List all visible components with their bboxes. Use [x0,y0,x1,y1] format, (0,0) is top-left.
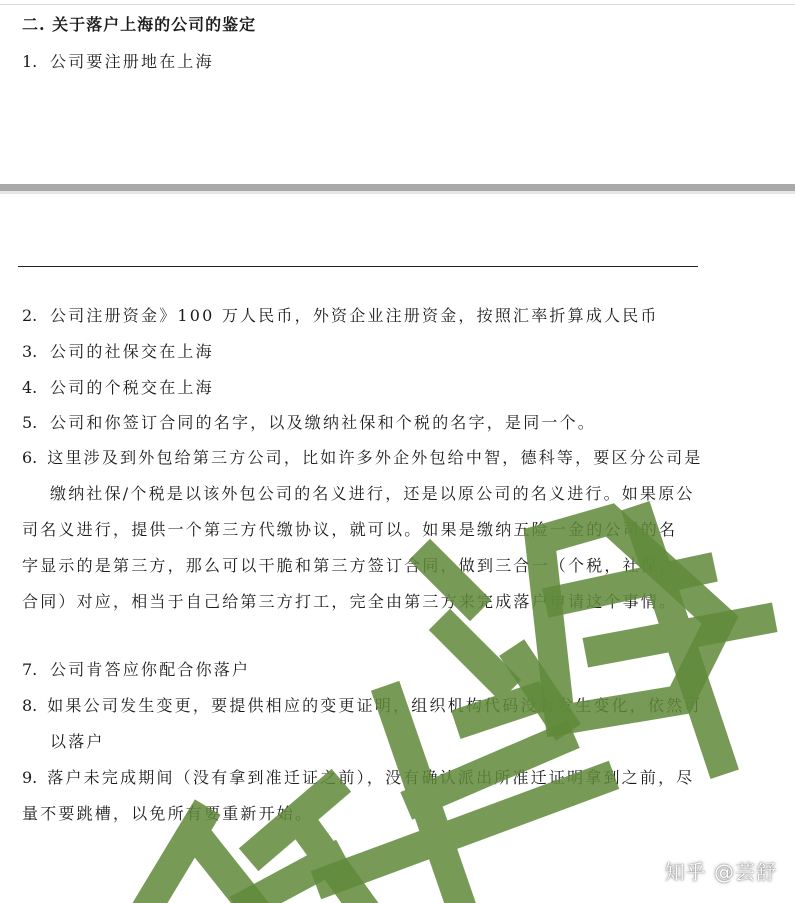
list-item-2 [22,306,722,326]
page-header-rule [18,266,698,267]
item-text: 公司的社保交在上海 [50,342,214,361]
item-number: 8. [22,696,38,715]
item-number: 6. [22,448,38,467]
page-break-shade [0,191,795,194]
list-item-3 [22,342,722,362]
item-line: 字显示的是第三方，那么可以干脆和第三方签订合同，做到三合一（个税，社保， [22,556,678,575]
item-text: 公司的个税交在上海 [50,378,214,397]
item-line: 司名义进行，提供一个第三方代缴协议，就可以。如果是缴纳五险一金的公司的名 [22,520,678,539]
item-line: 合同）对应，相当于自己给第三方打工，完全由第三方来完成落户申请这个事情。 [22,592,678,611]
item-line: 落户未完成期间（没有拿到准迁证之前），没有确认派出所准迁证明拿到之前，尽 [47,768,695,787]
item-line: 缴纳社保/个税是以该外包公司的名义进行，还是以原公司的名义进行。如果原公 [50,484,695,503]
credit-watermark: 知乎 @芸舒 [664,860,777,884]
item-number: 7. [22,660,38,679]
item-line: 如果公司发生变更，要提供相应的变更证明，组织机构代码没有发生变化，依然可 [47,696,703,715]
item-number: 3. [22,342,38,361]
item-text: 公司注册资金》100 万人民币，外资企业注册资金，按照汇率折算成人民币 [50,306,659,325]
list-item-9 [22,760,712,832]
item-number: 2. [22,306,38,325]
list-item-4 [22,378,722,398]
item-line: 以落户 [50,732,105,751]
list-item-5 [22,413,722,433]
item-number: 9. [22,768,38,787]
list-item-6 [22,440,712,620]
item-number: 1. [22,52,38,71]
list-item-7 [22,660,722,680]
section-heading: 二. 关于落户上海的公司的鉴定 [22,15,257,34]
item-number: 5. [22,413,38,432]
page-break [0,184,795,191]
item-text: 公司和你签订合同的名字，以及缴纳社保和个税的名字，是同一个。 [50,413,597,432]
item-text: 公司要注册地在上海 [50,52,214,71]
item-text: 公司肯答应你配合你落户 [50,660,251,679]
list-item-8 [22,688,712,760]
item-line: 量不要跳槽，以免所有要重新开始。 [22,804,314,823]
item-line: 这里涉及到外包给第三方公司，比如许多外企外包给中智，德科等，要区分公司是 [47,448,703,467]
item-number: 4. [22,378,38,397]
list-item-1 [22,52,722,72]
top-rule [0,4,795,5]
